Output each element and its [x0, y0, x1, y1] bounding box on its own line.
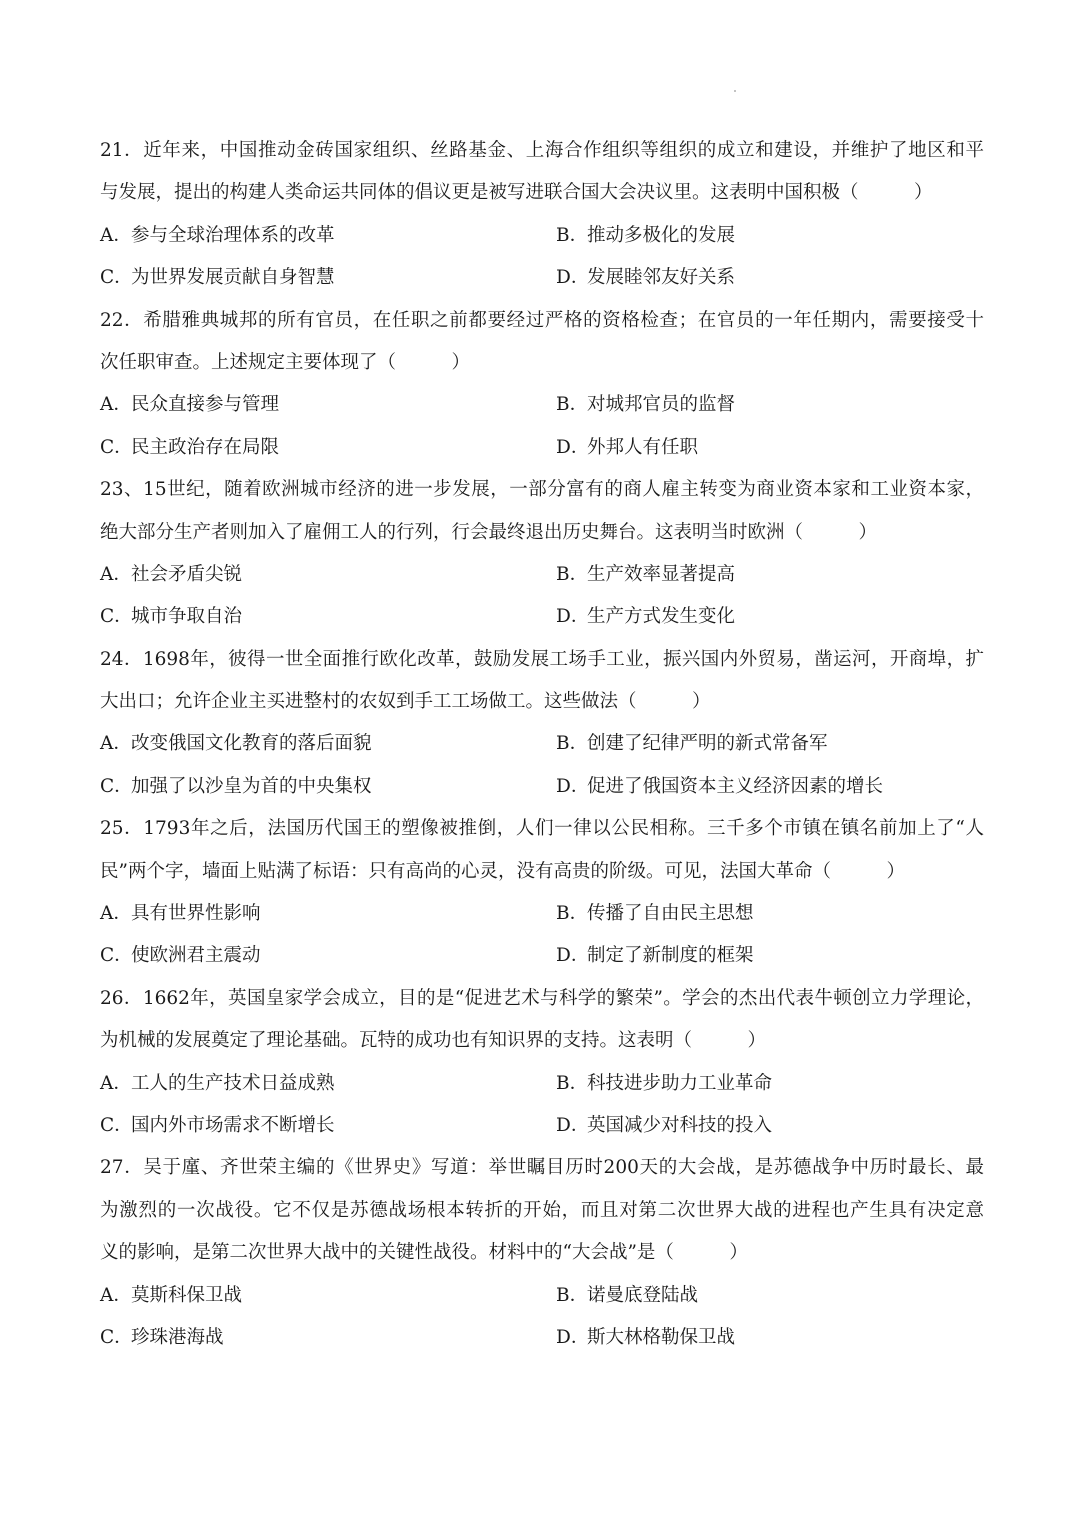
question-stem-line: 21．近年来，中国推动金砖国家组织、丝路基金、上海合作组织等组织的成立和建设，并维护了地区和平	[100, 140, 984, 161]
option-text: 参与全球治理体系的改革	[131, 224, 335, 246]
question-block	[100, 1147, 984, 1359]
option-choice[interactable]	[556, 1317, 735, 1359]
option-choice[interactable]	[100, 1063, 335, 1105]
exam-page	[100, 130, 984, 1359]
option-choice[interactable]	[556, 384, 735, 426]
option-choice[interactable]	[556, 257, 735, 299]
option-letter: B．	[556, 903, 589, 925]
question-stem-line: 为激烈的一次战役。它不仅是苏德战场根本转折的开始，而且对第二次世界大战的进程也产生具有决定意	[100, 1199, 984, 1221]
option-choice[interactable]	[556, 554, 735, 596]
option-choice[interactable]	[100, 1317, 224, 1359]
option-row	[100, 1275, 984, 1317]
option-letter: A．	[100, 1072, 132, 1094]
question-stem-line: 民”两个字，墙面上贴满了标语：只有高尚的心灵，没有高贵的阶级。可见，法国大革命（ ）	[100, 860, 905, 882]
option-choice[interactable]	[556, 766, 883, 808]
option-choice[interactable]	[100, 427, 279, 469]
option-text: 诺曼底登陆战	[587, 1284, 699, 1306]
option-choice[interactable]	[100, 723, 372, 765]
option-text: 国内外市场需求不断增长	[131, 1114, 335, 1136]
option-row	[100, 1063, 984, 1105]
question-stem-line: 与发展，提出的构建人类命运共同体的倡议更是被写进联合国大会决议里。这表明中国积极（ ）	[100, 182, 933, 204]
option-letter: C．	[100, 267, 133, 289]
option-text: 加强了以沙皇为首的中央集权	[131, 775, 372, 797]
option-letter: D．	[556, 436, 590, 458]
option-row	[100, 723, 984, 765]
option-letter: A．	[100, 563, 132, 585]
option-row	[100, 1105, 984, 1147]
question-stem-line: 26．1662年，英国皇家学会成立，目的是“促进艺术与科学的繁荣”。学会的杰出代表牛顿创立力学理论，	[100, 987, 984, 1009]
option-text: 外邦人有任职	[587, 436, 699, 458]
option-letter: C．	[100, 1326, 133, 1348]
option-text: 工人的生产技术日益成熟	[131, 1072, 335, 1094]
option-letter: D．	[556, 775, 590, 797]
option-choice[interactable]	[556, 1275, 698, 1317]
option-choice[interactable]	[556, 596, 735, 638]
option-text: 斯大林格勒保卫战	[587, 1326, 736, 1348]
option-text: 民众直接参与管理	[131, 394, 280, 416]
option-text: 改变俄国文化教育的落后面貌	[131, 733, 372, 755]
option-choice[interactable]	[100, 215, 335, 257]
question-block	[100, 300, 984, 470]
option-choice[interactable]	[100, 257, 335, 299]
option-letter: A．	[100, 733, 132, 755]
option-letter: D．	[556, 267, 590, 289]
option-text: 为世界发展贡献自身智慧	[131, 267, 335, 289]
option-choice[interactable]	[100, 596, 242, 638]
option-text: 莫斯科保卫战	[131, 1284, 243, 1306]
question-stem-line: 次任职审查。上述规定主要体现了（ ）	[100, 351, 471, 373]
option-choice[interactable]	[100, 766, 372, 808]
option-row	[100, 215, 984, 257]
option-choice[interactable]	[556, 427, 698, 469]
option-letter: A．	[100, 224, 132, 246]
option-text: 城市争取自治	[131, 606, 243, 628]
option-row	[100, 554, 984, 596]
option-letter: C．	[100, 606, 133, 628]
option-choice[interactable]	[100, 554, 242, 596]
question-block	[100, 978, 984, 1148]
option-text: 生产方式发生变化	[587, 606, 736, 628]
option-text: 传播了自由民主思想	[587, 903, 754, 925]
option-choice[interactable]	[556, 893, 754, 935]
option-row	[100, 893, 984, 935]
option-row	[100, 384, 984, 426]
option-row	[100, 935, 984, 977]
option-letter: C．	[100, 775, 133, 797]
option-row	[100, 427, 984, 469]
option-text: 发展睦邻友好关系	[587, 267, 736, 289]
option-letter: D．	[556, 945, 590, 967]
option-choice[interactable]	[556, 1063, 772, 1105]
question-block	[100, 130, 984, 300]
question-stem-line: 24．1698年，彼得一世全面推行欧化改革，鼓励发展工场手工业，振兴国内外贸易，凿运河，开商埠，扩	[100, 648, 984, 670]
option-row	[100, 766, 984, 808]
option-letter: B．	[556, 563, 589, 585]
question-stem-line: 22．希腊雅典城邦的所有官员，在任职之前都要经过严格的资格检查；在官员的一年任期内，需要接受十	[100, 309, 984, 331]
option-letter: D．	[556, 606, 590, 628]
option-text: 珍珠港海战	[131, 1326, 224, 1348]
option-letter: A．	[100, 1284, 132, 1306]
option-text: 民主政治存在局限	[131, 436, 280, 458]
option-text: 具有世界性影响	[131, 903, 261, 925]
option-choice[interactable]	[100, 1275, 242, 1317]
question-block	[100, 808, 984, 978]
question-stem-line: 绝大部分生产者则加入了雇佣工人的行列，行会最终退出历史舞台。这表明当时欧洲（ ）	[100, 521, 878, 543]
option-letter: B．	[556, 733, 589, 755]
question-stem-line: 27．吴于廑、齐世荣主编的《世界史》写道：举世瞩目历时200天的大会战，是苏德战争中历时最长、最	[100, 1157, 984, 1179]
option-text: 科技进步助力工业革命	[587, 1072, 773, 1094]
option-choice[interactable]	[100, 1105, 335, 1147]
option-text: 使欧洲君主震动	[131, 945, 261, 967]
option-text: 英国减少对科技的投入	[587, 1114, 773, 1136]
option-choice[interactable]	[556, 723, 828, 765]
option-text: 社会矛盾尖锐	[131, 563, 243, 585]
option-choice[interactable]	[100, 384, 279, 426]
option-letter: B．	[556, 1072, 589, 1094]
question-stem-line: 为机械的发展奠定了理论基础。瓦特的成功也有知识界的支持。这表明（ ）	[100, 1030, 767, 1052]
question-stem-line: 25．1793年之后，法国历代国王的塑像被推倒，人们一律以公民相称。三千多个市镇在镇名前加上了“人	[100, 818, 984, 840]
option-letter: D．	[556, 1114, 590, 1136]
question-block	[100, 469, 984, 639]
option-row	[100, 596, 984, 638]
option-choice[interactable]	[556, 935, 754, 977]
page-dot-mark	[734, 90, 736, 92]
option-row	[100, 257, 984, 299]
option-letter: C．	[100, 1114, 133, 1136]
question-stem-line: 大出口；允许企业主买进整村的农奴到手工工场做工。这些做法（ ）	[100, 691, 711, 713]
option-letter: B．	[556, 394, 589, 416]
option-letter: B．	[556, 1284, 589, 1306]
option-choice[interactable]	[556, 215, 735, 257]
option-choice[interactable]	[100, 935, 261, 977]
option-text: 促进了俄国资本主义经济因素的增长	[587, 775, 884, 797]
option-letter: C．	[100, 945, 133, 967]
option-text: 创建了纪律严明的新式常备军	[587, 733, 828, 755]
option-row	[100, 1317, 984, 1359]
option-text: 对城邦官员的监督	[587, 394, 736, 416]
option-letter: B．	[556, 224, 589, 246]
question-stem-line: 义的影响，是第二次世界大战中的关键性战役。材料中的“大会战”是（ ）	[100, 1242, 748, 1264]
option-letter: A．	[100, 903, 132, 925]
option-letter: D．	[556, 1326, 590, 1348]
option-text: 制定了新制度的框架	[587, 945, 754, 967]
option-text: 生产效率显著提高	[587, 563, 736, 585]
option-choice[interactable]	[556, 1105, 772, 1147]
question-block	[100, 639, 984, 809]
option-text: 推动多极化的发展	[587, 224, 736, 246]
option-choice[interactable]	[100, 893, 261, 935]
question-stem-line: 23、15世纪，随着欧洲城市经济的进一步发展，一部分富有的商人雇主转变为商业资本家和工业资本家，	[100, 479, 984, 501]
option-letter: A．	[100, 394, 132, 416]
option-letter: C．	[100, 436, 133, 458]
